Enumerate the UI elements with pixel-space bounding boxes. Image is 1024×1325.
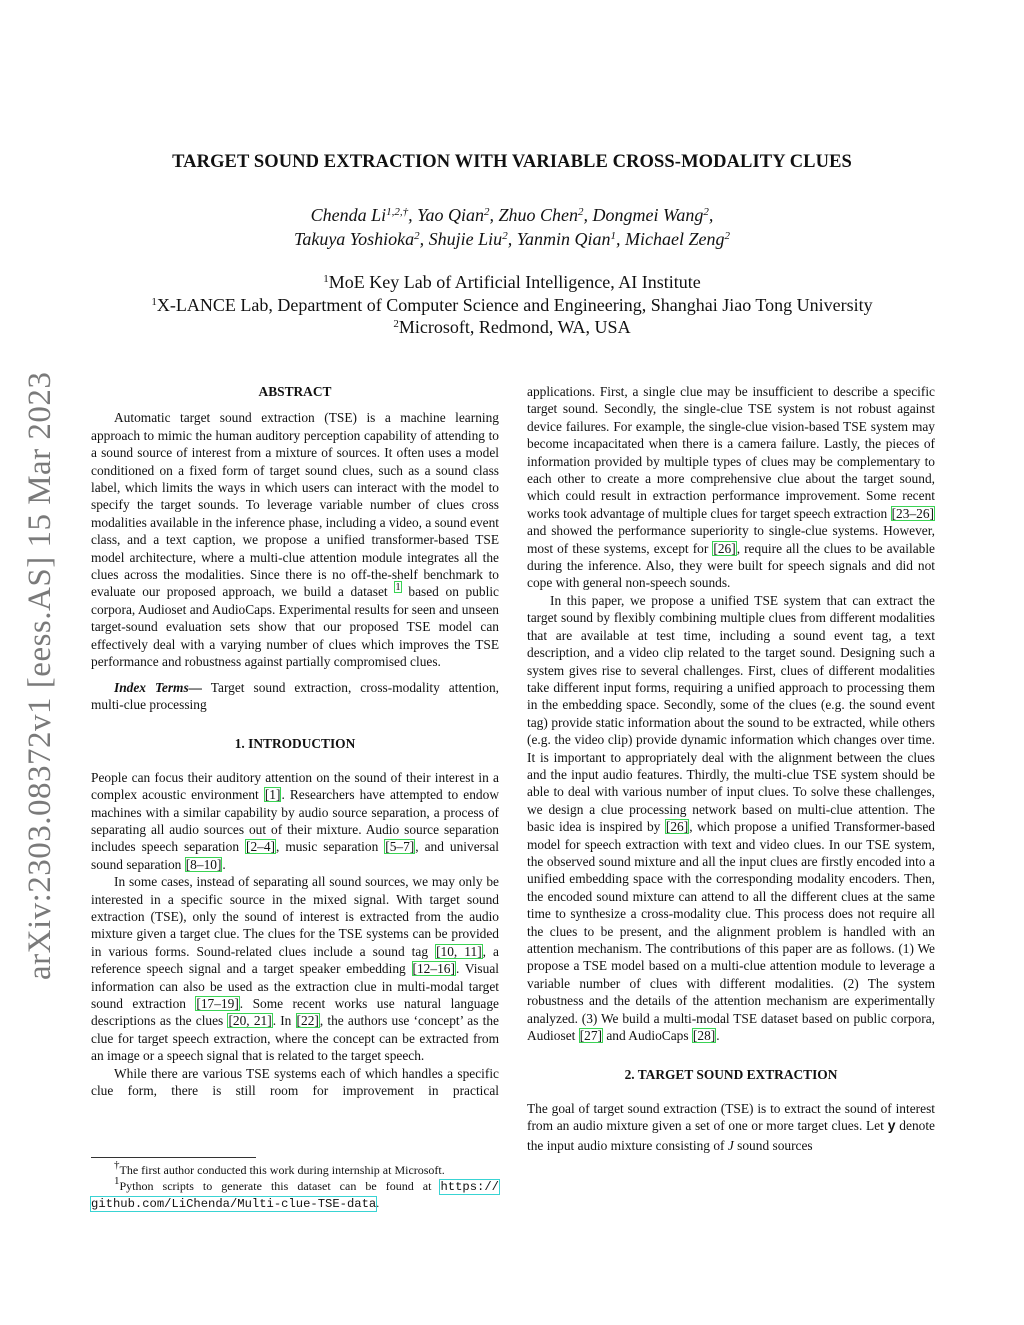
- citation-link[interactable]: [26]: [665, 819, 689, 835]
- affiliation-2-sup: 1: [151, 296, 157, 308]
- index-terms: [91, 679, 499, 714]
- affiliation-2: [0, 294, 1024, 316]
- section-2-paragraph: [527, 1100, 935, 1154]
- author-name: Chenda Li: [310, 205, 387, 225]
- paragraph-text: . In: [272, 1013, 296, 1029]
- citation-link[interactable]: [1]: [264, 787, 281, 803]
- author-separator: ,: [583, 205, 593, 225]
- paragraph-text: .: [222, 856, 226, 872]
- affiliation-1-sup: 1: [323, 273, 329, 285]
- author-separator: ,: [616, 229, 626, 249]
- author-affiliation-sup: 2: [703, 206, 709, 218]
- intro-paragraph-3-continued: [527, 383, 935, 592]
- author-separator: ,: [489, 205, 499, 225]
- footnote-1-text: The first author conducted this work during internship at Microsoft.: [119, 1163, 445, 1177]
- citation-link[interactable]: [26]: [713, 540, 736, 556]
- citation-link[interactable]: [10, 11]: [436, 943, 482, 959]
- intro-paragraph-4: [527, 592, 935, 1045]
- author-affiliation-sup: 2: [502, 230, 508, 242]
- paragraph-text: . Some recent works use natural language descriptions as the clues: [91, 996, 499, 1029]
- abstract-text: [91, 409, 499, 670]
- abstract-heading: ABSTRACT: [258, 384, 332, 399]
- paper-title: TARGET SOUND EXTRACTION WITH VARIABLE CROSS-MODALITY CLUES: [172, 152, 852, 172]
- author-name: Shujie Liu: [428, 229, 503, 249]
- footnotes: [91, 1159, 499, 1212]
- paragraph-text: and AudioCaps: [603, 1028, 692, 1044]
- author-name: Yao Qian: [417, 205, 484, 225]
- affiliation-1-text: MoE Key Lab of Artificial Intelligence, AI Institute: [328, 272, 701, 292]
- author-name: Dongmei Wang: [592, 205, 704, 225]
- author-affiliation-sup: 2: [484, 206, 490, 218]
- footnote-2-text: Python scripts to generate this dataset can be found at: [119, 1179, 441, 1193]
- affiliation-3-text: Microsoft, Redmond, WA, USA: [398, 317, 631, 337]
- affiliation-3-sup: 2: [393, 318, 399, 330]
- paragraph-text: In some cases, instead of separating all sound sources, we may only be interested in a specific source in the mixed signal. With target sound extraction (TSE), only the sound of interest is extracted from the audio mixture given a target clue. The clues for the TSE systems can be provided in various forms. Sound-related clues include a sound tag: [91, 874, 499, 959]
- paragraph-text: , require all the clues to be available during the inference. Also, they were built for speech signals and did not cope with general non-speech sounds.: [527, 540, 935, 591]
- section-2-text-a: The goal of target sound extraction (TSE) is to extract the sound of interest from an audio mixture given a set of one or more target clues. Let: [527, 1100, 935, 1134]
- authors-line-1: [0, 203, 1024, 227]
- citation-link[interactable]: [8–10]: [185, 856, 222, 872]
- author-separator: ,: [408, 205, 418, 225]
- paragraph-text: In this paper, we propose a unified TSE system that can extract the target sound by flexibly combining multiple clues from different modalities that are available at test time, including a sound event tag, a text description, and a video clip related to the target sound. Designing such a system gives rise to several challenges. First, clues of different modalities take different input forms, requiring a unified approach to processing them in the embedding space. Secondly, some of the clues (e.g. the sound event tag) provide static information about the sound to be extracted, while others (e.g. the video clip) provide dynamic information which changes over time. It is important to appropriately deal with the alignment between the clues and the input audio features. Thirdly, the multi-clue TSE system should be able to deal with various number of input clues. To solve these challenges, we design a clue processing network based on multi-clue attention. The basic idea is inspired by: [527, 592, 935, 835]
- paragraph-text: , the authors use ‘concept’ as the clue for target speech extraction, where the concept can be extracted from an image or a speech signal that is related to the target speech.: [91, 1013, 499, 1064]
- intro-paragraph-3: [91, 1065, 499, 1100]
- right-column: [527, 383, 935, 1154]
- author-affiliation-sup: 1,2,†: [386, 206, 409, 218]
- paragraph-text: , and universal sound separation: [91, 839, 499, 872]
- author-separator: ,: [708, 205, 714, 225]
- author-name: Yanmin Qian: [516, 229, 611, 249]
- paragraph-text: People can focus their auditory attention on the sound of their interest in a complex acoustic environment: [91, 769, 499, 803]
- citation-link[interactable]: [28]: [692, 1028, 716, 1044]
- variable-j: J: [727, 1137, 734, 1153]
- citation-link[interactable]: [23–26]: [891, 505, 934, 521]
- citation-link[interactable]: [27]: [579, 1028, 603, 1044]
- affiliation-2-text: X-LANCE Lab, Department of Computer Science and Engineering, Shanghai Jiao Tong University: [156, 295, 873, 315]
- author-affiliation-sup: 2: [414, 230, 420, 242]
- introduction-heading: 1. INTRODUCTION: [234, 736, 356, 752]
- authors-line-2: [0, 227, 1024, 251]
- footnote-1-mark: †: [114, 1159, 120, 1171]
- citation-link[interactable]: [22]: [296, 1013, 319, 1029]
- paragraph-text: , which propose a unified Transformer-based model for speech extraction with text and video clues. In our TSE system, the observed sound mixture and all the input clues are firstly encoded into a unified embedding space with the corresponding modality encoders. Then, the encoded sound mixture can attend to all the different clues at the same time to synthesize a cross-modality clue. This process does not require all the clues to be present, and the alignment problem is handled with an attention mechanism. The contributions of this paper are as follows. (1) We propose a TSE model based on a multi-clue attention module to leverage a variable number of clues with different modalities. (2) The system robustness and the details of the attention mechanism are experimentally analyzed. (3) We build a multi-modal TSE dataset based on public corpora, Audioset: [527, 819, 935, 1044]
- author-separator: ,: [419, 229, 429, 249]
- paragraph-text: , music separation: [276, 839, 385, 855]
- paragraph-text: applications. First, a single clue may be insufficient to describe a specific target sound. Secondly, the single-clue TSE system is not robust against device failures. For example, the single-clue vision-based TSE system may become incapacitated when there is a camera failure. Lastly, the pieces of information provided by multiple types of clues may be complementary to each other to create a more comprehensive clue about the target sound, which could result in extraction performance improvement. Some recent works took advantage of multiple clues for target speech extraction: [527, 384, 935, 521]
- citation-link[interactable]: [2–4]: [245, 839, 275, 855]
- dataset-url-link-part2[interactable]: github.com/LiChenda/Multi-clue-TSE-data: [91, 1197, 377, 1211]
- index-terms-label: Index Terms—: [114, 679, 203, 695]
- paragraph-text: , a reference speech signal and a target speaker embedding: [91, 943, 499, 977]
- author-separator: ,: [507, 229, 517, 249]
- paragraph-text: While there are various TSE systems each of which handles a specific clue form, there is still room for improvement in practical: [91, 1065, 499, 1099]
- citation-link[interactable]: [20, 21]: [228, 1013, 272, 1029]
- author-affiliation-sup: 2: [724, 230, 731, 242]
- paragraph-text: and showed the performance superiority to single-clue systems. However, most of these systems, except for: [527, 523, 935, 556]
- abstract-text-part2: based on public corpora, Audioset and AudioCaps. Experimental results for seen and unseen target-sound evaluation sets show that our proposed TSE model can effectively deal with a varying number of clues which improves the TSE performance and robustness against partially compromised clues.: [91, 584, 499, 670]
- footnote-1: [91, 1159, 499, 1178]
- variable-y: y: [887, 1120, 896, 1136]
- section-2-text-c: sound sources: [733, 1137, 813, 1153]
- author-name: Michael Zeng: [625, 229, 725, 249]
- citation-link[interactable]: [5–7]: [385, 839, 415, 855]
- paragraph-text: . Visual information can also be used as the extraction clue in multi-modal target sound extraction: [91, 961, 499, 1011]
- footnote-rule: [91, 1157, 256, 1158]
- dataset-url-link-part1[interactable]: https://: [440, 1180, 499, 1194]
- affiliation-3: [0, 316, 1024, 338]
- author-affiliation-sup: 2: [578, 206, 584, 218]
- citation-link[interactable]: [12–16]: [412, 961, 455, 977]
- dataset-footnote-link[interactable]: 1: [395, 581, 401, 594]
- abstract-text-part1: Automatic target sound extraction (TSE) is a machine learning approach to mimic the human auditory perception capability of attending to a sound source of interest from a mixture of sources. It often uses a model conditioned on a fixed form of target sound clues, such as a sound class label, which limits the ways in which users can interact with the model to specify the target sounds. To leverage variable number of clues cross modalities available in the inference phase, including a video, a sound event class, and a text caption, we propose a unified transformer-based TSE model architecture, where a multi-clue attention module integrates all the clues across the modalities. Since there is no off-the-shelf benchmark to evaluate our proposed approach, we build a dataset: [91, 410, 499, 600]
- section-2-text-b: denote the input audio mixture consisting of: [527, 1118, 936, 1153]
- footnote-2-mark: 1: [114, 1175, 120, 1187]
- paragraph-text: . Researchers have attempted to endow machines with a similar capability by audio source separation, a process of separating all audio sources out of their mixture. Audio source separation includes speech separation: [91, 787, 499, 855]
- author-name: Zhuo Chen: [498, 205, 579, 225]
- intro-paragraph-1: [91, 769, 499, 873]
- footnote-2: [91, 1175, 499, 1212]
- arxiv-identifier: arXiv:2303.08372v1 [eess.AS] 15 Mar 2023: [22, 371, 58, 980]
- author-affiliation-sup: 1: [610, 230, 617, 242]
- author-name: Takuya Yoshioka: [293, 229, 415, 249]
- index-terms-text: Target sound extraction, cross-modality attention, multi-clue processing: [91, 679, 499, 712]
- section-2-heading: 2. TARGET SOUND EXTRACTION: [624, 1067, 838, 1083]
- footnote-2-end: .: [376, 1196, 380, 1210]
- affiliation-1: [0, 271, 1024, 293]
- citation-link[interactable]: [17–19]: [196, 996, 239, 1011]
- intro-paragraph-2: [91, 873, 499, 1064]
- paragraph-text: .: [716, 1028, 720, 1044]
- left-column: [91, 383, 499, 1099]
